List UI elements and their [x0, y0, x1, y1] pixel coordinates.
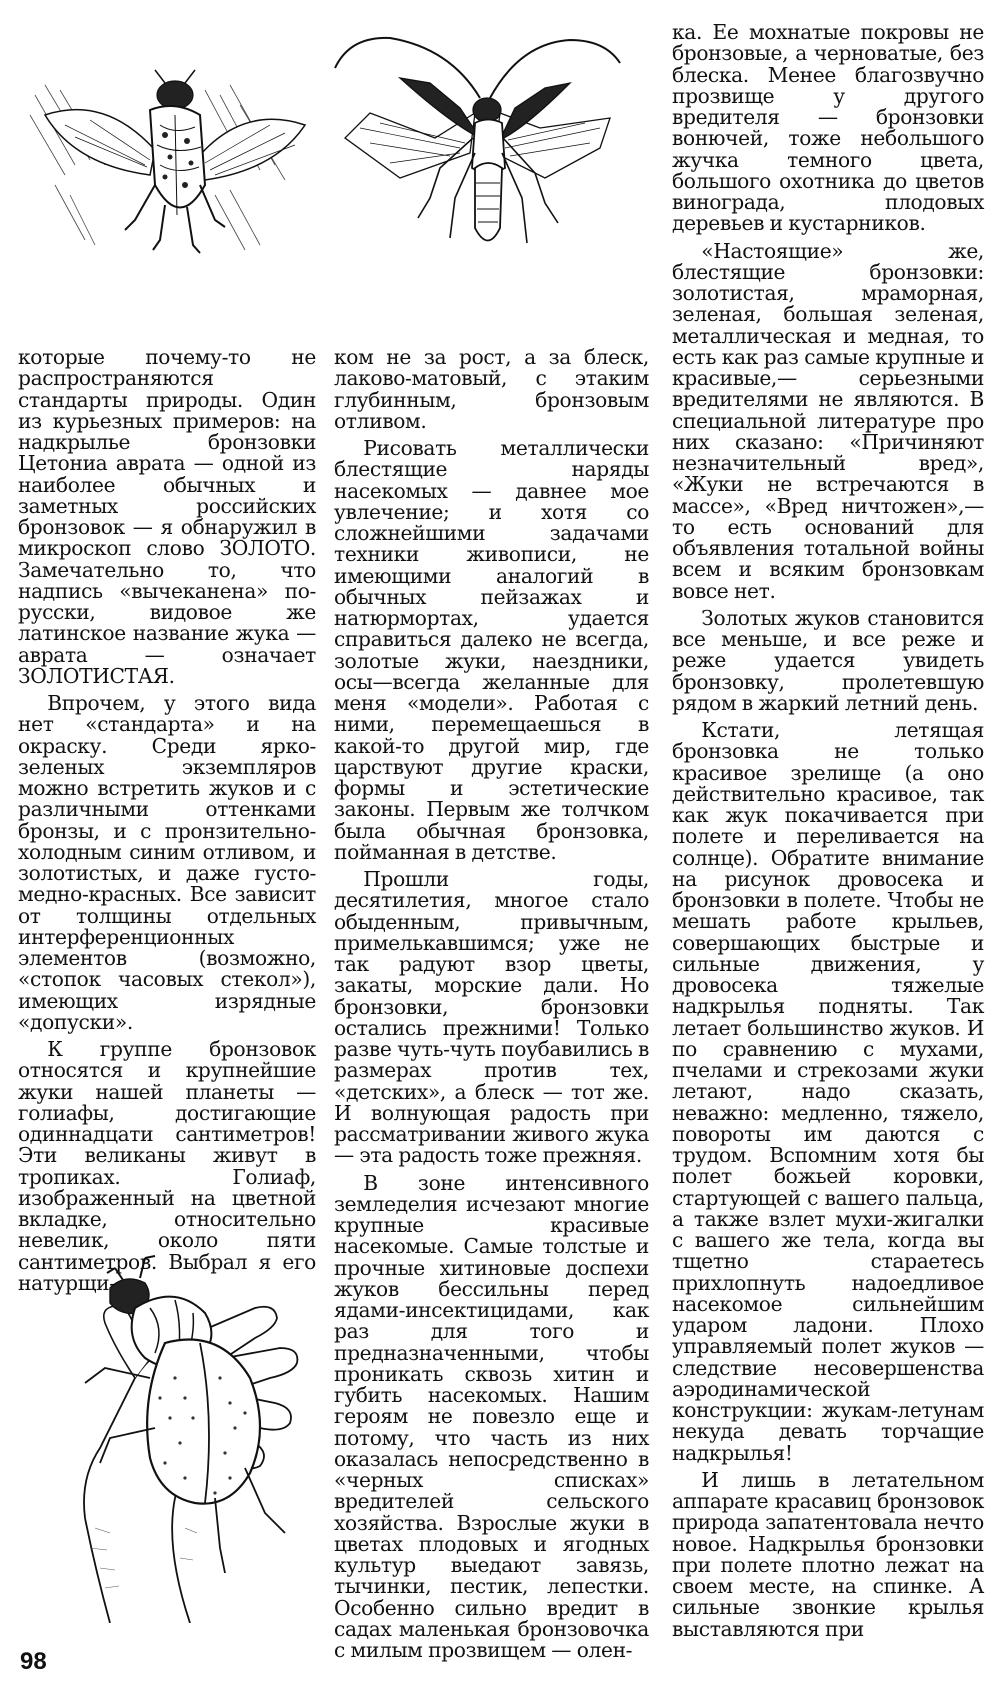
- paragraph: Прошли годы, десятилетия, многое стало обыденным, привычным, примелькавшимся; уже не так радуют взор цветы, закаты, морские дали. Но бронзовки, бронзовки остались прежними! Только разве чуть-чуть поубавились в размерах против тех, «детских», а блеск — тот же. И волнующая радость при рассматривании живого жука — эта радость тоже прежняя.: [334, 867, 649, 1168]
- paragraph: Впрочем, у этого вида нет «стандарта» и на окраску. Среди ярко-зеленых экземпляров можно встретить жуков и с различными оттенками бронзы, и с пронзительно-холодным синим отливом, и золотистых, и даже густо-медно-красных. Все зависит от толщины отдельных интерференционных элементов (возможно, «стопок часовых стекол»), имеющих изрядные «допуски».: [18, 691, 316, 1034]
- paragraph: Золотых жуков становится все меньше, и все реже и реже удается увидеть бронзовку, пролетевшую рядом в жаркий летний день.: [672, 605, 984, 715]
- page-number: 98: [20, 1648, 47, 1675]
- paragraph: ком не за рост, а за блеск, лаково-матовый, с этаким глубинным, бронзовым отливом.: [334, 345, 649, 433]
- text-column-left: [18, 347, 316, 1300]
- paragraph: ка. Ее мохнатые покровы не бронзовые, а черноватые, без блеска. Менее благозвучно прозвище у другого вредителя — бронзовки вонючей, тоже небольшого жучка темного цвета, большого охотника до цветов винограда, плодовых деревьев и кустарников.: [672, 20, 984, 236]
- flying-longhorn-beetle-illustration: [330, 28, 625, 263]
- paragraph: Рисовать металлически блестящие наряды насекомых — давнее мое увлечение; и хотя со сложнейшими задачами техники живописи, не имеющими аналогий в обычных пейзажах и натюрмортах, удается справиться далеко не всегда, золотые жуки, наездники, осы—всегда желанные для меня «модели». Работая с ними, перемещаешься в какой-то другой мир, где царствуют другие краски, формы и эстетические законы. Первым же толчком была обычная бронзовка, пойманная в детстве.: [334, 436, 649, 864]
- paragraph: «Настоящие» же, блестящие бронзовки: золотистая, мраморная, зеленая, большая зеленая, металлическая и медная, то есть как раз самые крупные и красивые,— серьезными вредителями не являются. В специальной литературе про них сказано: «Причиняют незначительный вред», «Жуки не встречаются в массе», «Вред ничтожен»,— то есть оснований для объявления тотальной войны всем и всяким бронзовкам вовсе нет.: [672, 238, 984, 603]
- flying-bronze-beetle-illustration: [15, 55, 315, 270]
- paragraph: Кстати, летящая бронзовка не только красивое зрелище (а оно действительно красивое, так как жук покачивается при полете и переливается на солнце). Обратите внимание на рисунок дровосека и бронзовки в полете. Чтобы не мешать работе крыльев, совершающих быстрые и сильные движения, у дровосека тяжелые надкрылья подняты. Так летает большинство жуков. И по сравнению с мухами, пчелами и стрекозами жуки летают, надо сказать, неважно: медленно, тяжело, повороты им даются с трудом. Вспомним хотя бы полет божьей коровки, стартующей с вашего пальца, а также взлет мухи-жигалки с вашего же тела, когда вы тщетно стараетесь прихлопнуть надоедливое насекомое сильнейшим ударом ладони. Плохо управляемый полет жуков — следствие несовершенства аэродинамической конструкции: жукам-летунам некуда девать торчащие надкрылья!: [672, 718, 984, 1465]
- paragraph: которые почему-то не распространяются стандарты природы. Один из курьезных примеров: на надкрылье бронзовки Цетониа аврата — одной из наиболее обычных и заметных российских бронзовок — я обнаружил в микроскоп слово ЗОЛОТО. Замечательно то, что надпись «вычеканена» по-русски, видовое же латинское название жука — аврата — означает ЗОЛОТИСТАЯ.: [18, 345, 316, 688]
- text-column-middle: [334, 347, 649, 1667]
- paragraph: В зоне интенсивного земледелия исчезают многие крупные красивые насекомые. Самые толстые и прочные хитиновые доспехи жуков бессильны перед ядами-инсектицидами, как раз для того и предназначенными, чтобы проникать сквозь хитин и губить насекомых. Нашим героям не повезло еще и потому, что часть из них оказалась непосредственно в «черных списках» вредителей сельского хозяйства. Взрослые жуки в цветах плодовых и ягодных культур выедают завязь, тычинки, пестик, лепестки. Особенно сильно вредит в садах маленькая бронзовочка с милым прозвищем — олен-: [334, 1170, 649, 1662]
- text-column-right: [672, 22, 984, 1646]
- paragraph: К группе бронзовок относятся и крупнейшие жуки нашей планеты — голиафы, достигающие одиннадцати сантиметров! Эти великаны живут в тропиках. Голиаф, изображенный на цветной вкладке, относительно невелик, около пяти сантиметров. Выбрал я его натурщи-: [18, 1037, 316, 1295]
- paragraph: И лишь в летательном аппарате красавиц бронзовок природа запатентовала нечто новое. Надкрылья бронзовки при полете плотно лежат на своем месте, на спинке. А сильные звонкие крылья выставляются при: [672, 1467, 984, 1641]
